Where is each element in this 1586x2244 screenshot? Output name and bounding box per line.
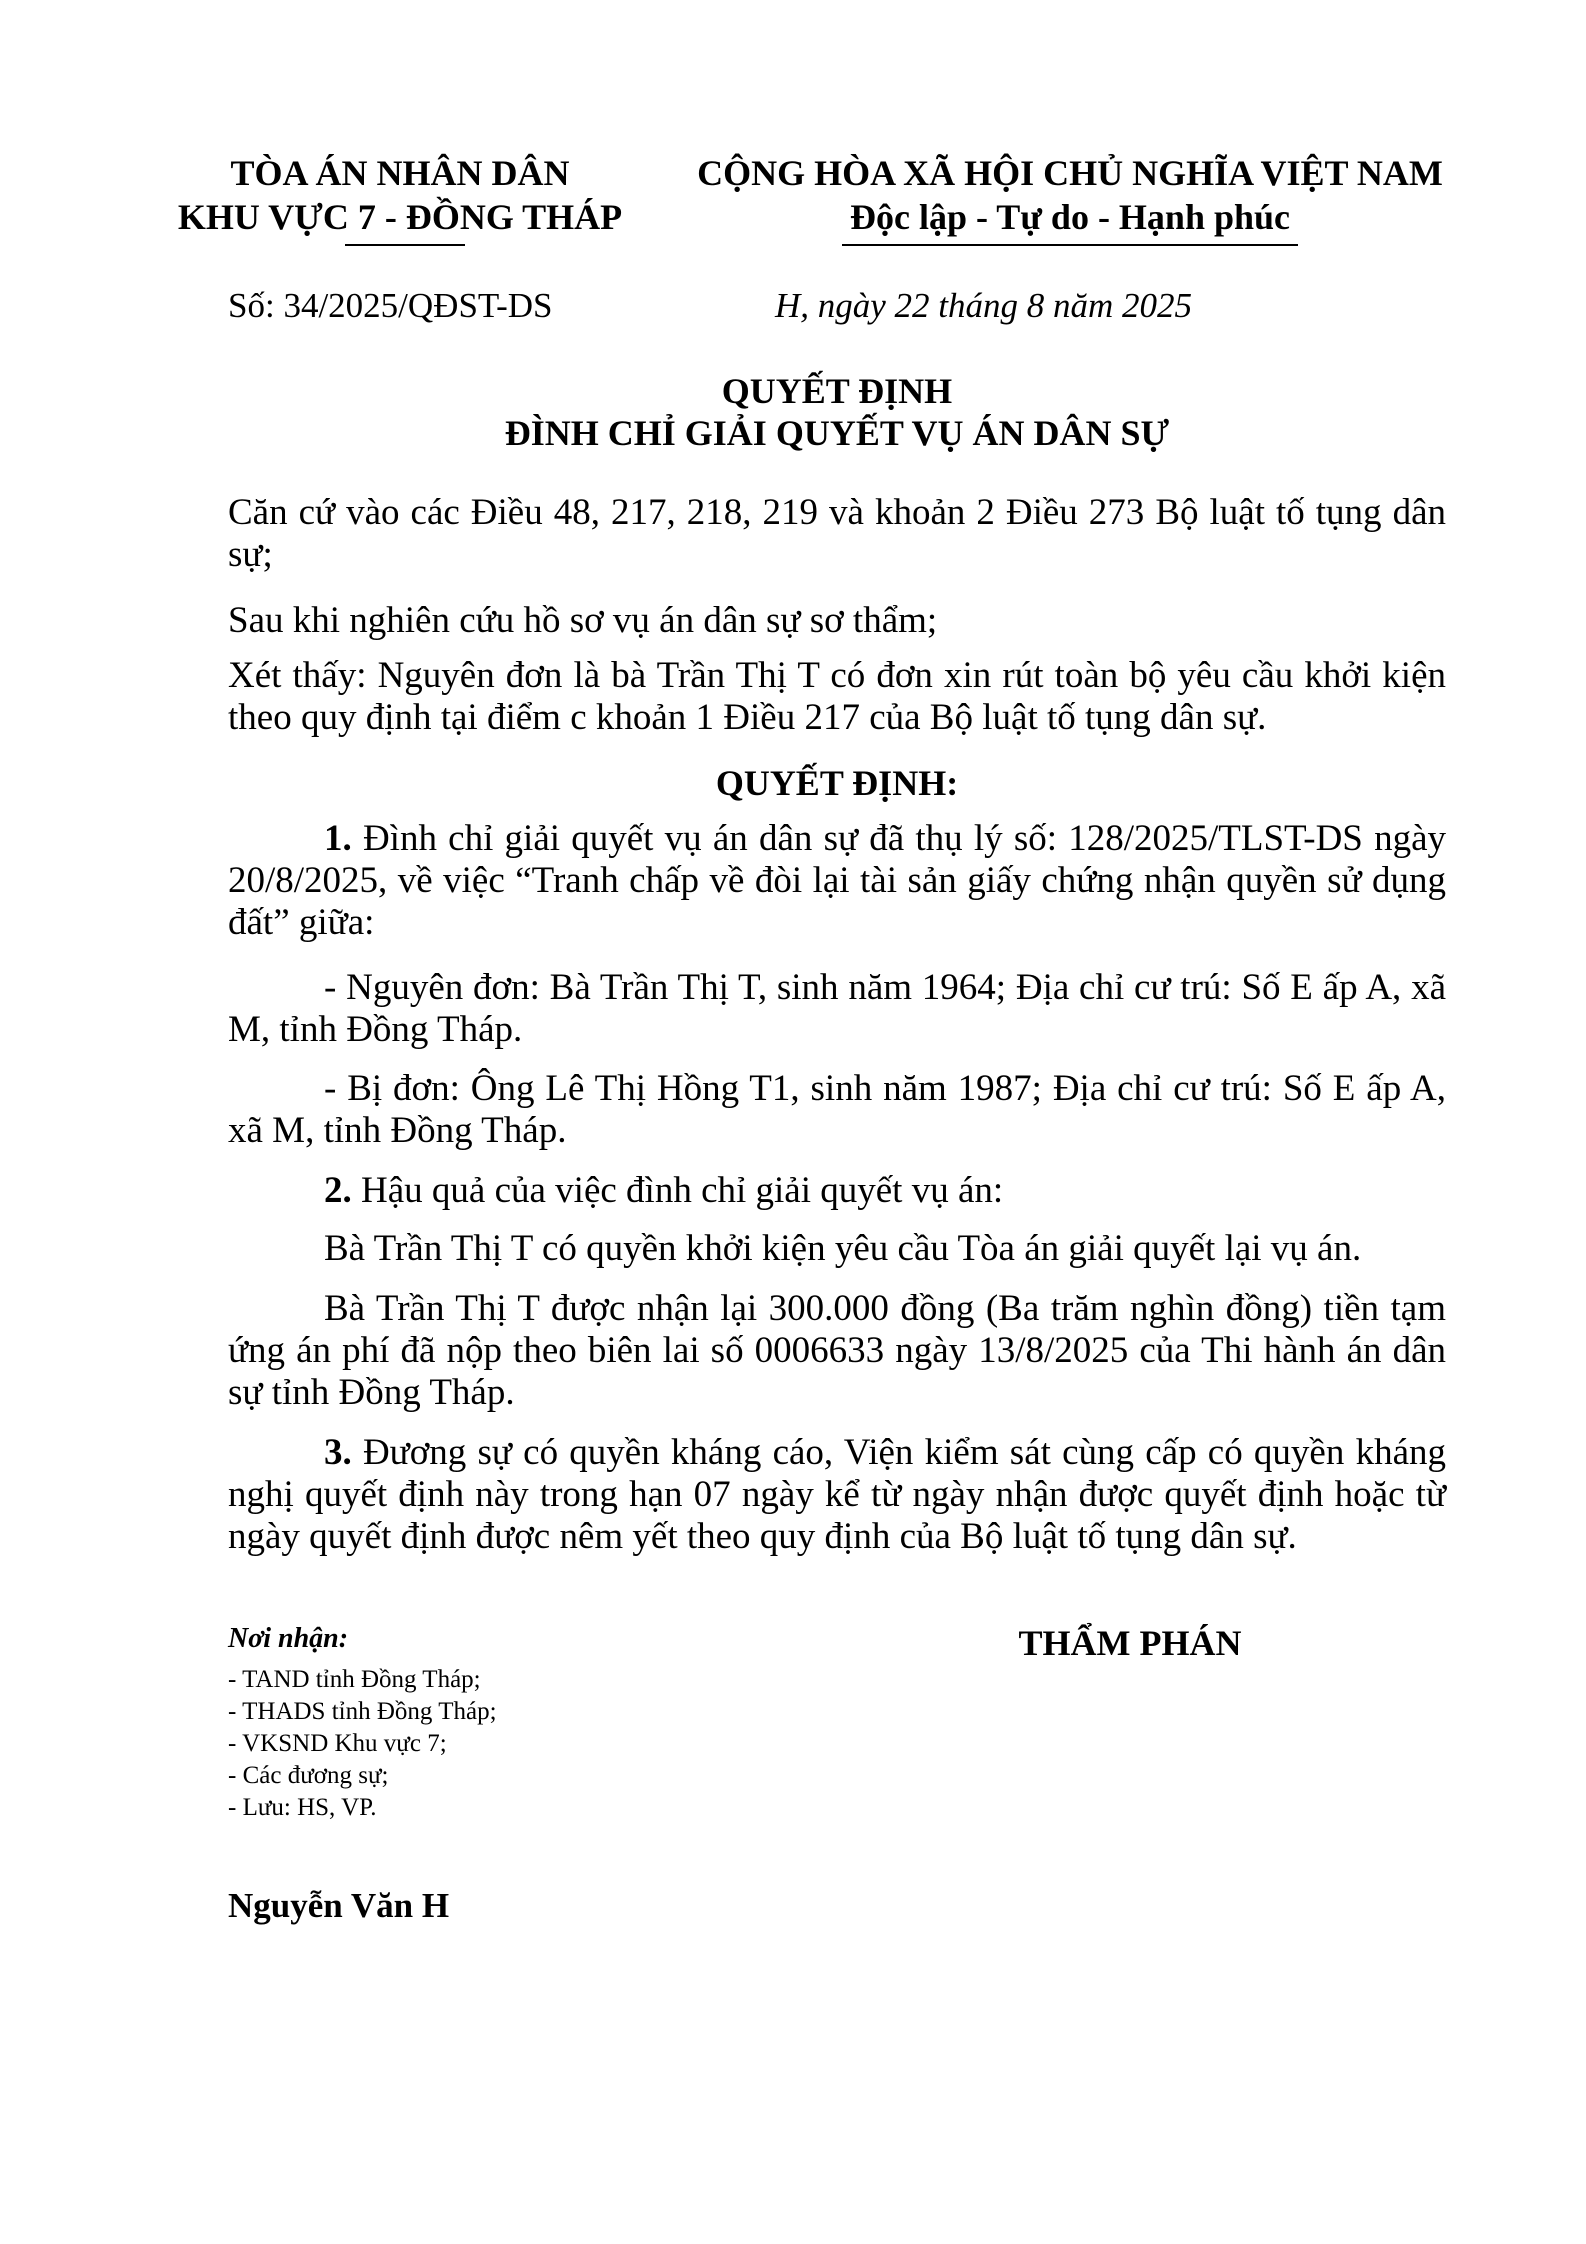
motto-underline (842, 244, 1298, 246)
court-underline (345, 244, 465, 246)
item-2 (228, 1170, 1446, 1212)
preamble-review: Sau khi nghiên cứu hồ sơ vụ án dân sự sơ thẩm; (228, 600, 938, 641)
recipient-item: - Các đương sự; (228, 1762, 389, 1789)
item-1-text: Đình chỉ giải quyết vụ án dân sự đã thụ lý số: 128/2025/TLST-DS ngày 20/8/2025, về việc “Tranh chấp về đòi lại tài sản giấy chứng nhận quyền sử dụng đất” giữa: (228, 818, 1446, 943)
preamble-finding: Xét thấy: Nguyên đơn là bà Trần Thị T có đơn xin rút toàn bộ yêu cầu khởi kiện theo quy định tại điểm c khoản 1 Điều 217 của Bộ luật tố tụng dân sự. (228, 655, 1446, 738)
item-3-text: Đương sự có quyền kháng cáo, Viện kiểm sát cùng cấp có quyền kháng nghị quyết định này trong hạn 07 ngày kể từ ngày nhận được quyết định hoặc từ ngày quyết định được nêm yết theo quy định của Bộ luật tố tụng dân sự. (228, 1432, 1446, 1557)
item-3 (228, 1432, 1446, 1558)
preamble-legal-basis: Căn cứ vào các Điều 48, 217, 218, 219 và khoản 2 Điều 273 Bộ luật tố tụng dân sự; (228, 492, 1446, 575)
doc-subtitle: ĐÌNH CHỈ GIẢI QUYẾT VỤ ÁN DÂN SỰ (504, 413, 1170, 453)
item-2-paragraph-2: Bà Trần Thị T được nhận lại 300.000 đồng (Ba trăm nghìn đồng) tiền tạm ứng án phí đã nộp theo biên lai số 0006633 ngày 13/8/2025 của Thi hành án dân sự tỉnh Đồng Tháp. (228, 1288, 1446, 1413)
recipients-heading: Nơi nhận: (228, 1623, 349, 1654)
country-name: CỘNG HÒA XÃ HỘI CHỦ NGHĨA VIỆT NAM (697, 153, 1443, 193)
item-1 (228, 818, 1446, 944)
item-2-number: 2. (324, 1170, 352, 1211)
court-name-line2: KHU VỰC 7 - ĐỒNG THÁP (177, 197, 623, 237)
plaintiff-info: - Nguyên đơn: Bà Trần Thị T, sinh năm 1964; Địa chỉ cư trú: Số E ấp A, xã M, tỉnh Đồng Tháp. (228, 967, 1446, 1050)
judge-title: THẨM PHÁN (1018, 1623, 1242, 1663)
item-2-paragraph-1: Bà Trần Thị T có quyền khởi kiện yêu cầu Tòa án giải quyết lại vụ án. (324, 1228, 1362, 1269)
recipient-item: - VKSND Khu vực 7; (228, 1730, 447, 1757)
court-name-line1: TÒA ÁN NHÂN DÂN (230, 153, 570, 193)
decision-heading: QUYẾT ĐỊNH: (715, 763, 959, 803)
place-date: H, ngày 22 tháng 8 năm 2025 (775, 286, 1193, 325)
recipient-item: - THADS tỉnh Đồng Tháp; (228, 1698, 497, 1725)
doc-number: Số: 34/2025/QĐST-DS (228, 286, 553, 325)
recipient-item: - TAND tỉnh Đồng Tháp; (228, 1666, 481, 1693)
defendant-info: - Bị đơn: Ông Lê Thị Hồng T1, sinh năm 1987; Địa chỉ cư trú: Số E ấp A, xã M, tỉnh Đồng Tháp. (228, 1068, 1446, 1151)
recipient-item: - Lưu: HS, VP. (228, 1794, 377, 1821)
item-3-number: 3. (324, 1432, 352, 1473)
doc-title: QUYẾT ĐỊNH (721, 371, 953, 411)
item-1-number: 1. (324, 818, 352, 859)
country-motto: Độc lập - Tự do - Hạnh phúc (849, 197, 1291, 237)
judge-name: Nguyễn Văn H (228, 1886, 450, 1925)
item-2-text: Hậu quả của việc đình chỉ giải quyết vụ án: (351, 1170, 1004, 1211)
